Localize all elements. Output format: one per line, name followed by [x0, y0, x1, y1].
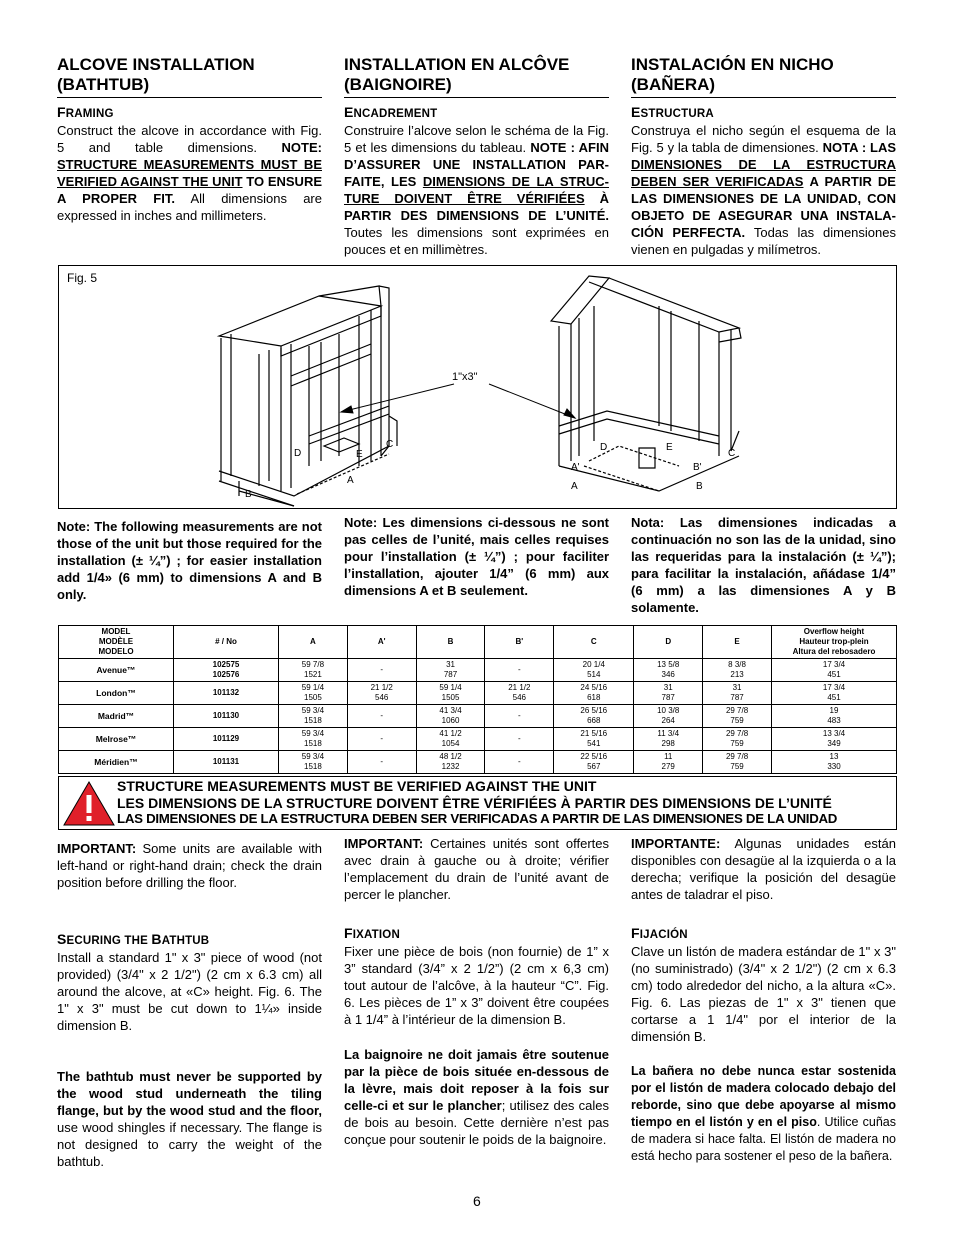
cell-value: 279 — [661, 762, 675, 771]
title-en: ALCOVE INSTALLATION (BATHTUB) — [57, 55, 322, 98]
cell-value: 21 1/2 — [370, 683, 393, 692]
warning-line-fr: LES DIMENSIONS DE LA STRUCTURE DOIVENT ÊTRE VÉRIFIÉES À PARTIR DES DIMENSIONS DE L’UNITÉ — [117, 794, 832, 811]
title-fr: INSTALLATION EN ALCÔVE (BAIGNOIRE) — [344, 55, 609, 98]
warning-box — [58, 776, 897, 830]
cell-value: 21 1/2 — [508, 683, 531, 692]
title-es: INSTALACIÓN EN NICHO (BAÑERA) — [631, 55, 896, 98]
dimension-cell-b2 — [485, 705, 554, 728]
cell-value: 102575 — [212, 660, 240, 669]
lower-fr — [344, 835, 609, 1148]
right-alcove-drawing — [551, 276, 741, 491]
cell-value: 1521 — [304, 670, 322, 679]
cell-value: 59 1/4 — [439, 683, 462, 692]
cell-value: 1518 — [304, 762, 322, 771]
cell-value: 1505 — [441, 693, 460, 702]
left-alcove-drawing — [219, 286, 397, 506]
support-text-fr: La baignoire ne doit jamais être soutenue par la pièce de bois située en-dessous de la lèvre, mais doit reposer à la fois sur celle-ci et sur le plancher; utilisez des cales de bois au besoin. Cette dernière n’est pas conçue pour soutenir le poids de la baignoire. — [344, 1047, 609, 1147]
framing-heading-en: FRAMING — [57, 104, 114, 120]
dimension-cell-e — [703, 682, 772, 705]
cell-value: 546 — [375, 693, 389, 702]
dimension-cell-d — [634, 682, 703, 705]
cell-value: 8 3/8 — [728, 660, 746, 669]
col-model: MODEL MODÈLE MODELO — [59, 626, 174, 659]
dimension-cell-b — [416, 728, 485, 751]
dimension-cell-b2 — [485, 659, 554, 682]
warning-line-es: LAS DIMENSIONES DE LA ESTRUCTURA DEBEN SER VERIFICADAS A PARTIR DE LAS DIMENSIONES DE LA UNIDAD — [117, 811, 838, 826]
left-label-e: E — [356, 449, 363, 460]
cell-value: 41 1/2 — [439, 729, 462, 738]
cell-value: 29 7/8 — [725, 706, 749, 715]
cell-value: - — [380, 757, 384, 766]
dimension-cell-d — [634, 728, 703, 751]
col-b: B — [416, 626, 485, 659]
cell-value: 298 — [661, 739, 675, 748]
cell-value: 1518 — [304, 716, 322, 725]
dimension-cell-of — [772, 682, 897, 705]
cell-value: 213 — [730, 670, 744, 679]
warning-line-en: STRUCTURE MEASUREMENTS MUST BE VERIFIED AGAINST THE UNIT — [117, 778, 597, 794]
col-d: D — [634, 626, 703, 659]
dimension-cell-b2 — [485, 751, 554, 774]
cell-value: 330 — [827, 762, 841, 771]
cell-value: 20 1/4 — [582, 660, 605, 669]
cell-value: 11 — [664, 752, 673, 761]
dimension-cell-d — [634, 705, 703, 728]
dimension-cell-no — [174, 682, 279, 705]
securing-heading-en: SECURING THE BATHTUB — [57, 931, 210, 947]
note-fr: Note: Les dimensions ci-dessous ne sont pas celles de l’unité, mais celles requises pour l’installation (± ¼”) ; pour faciliter l’installation, ajouter 1/4” (6 mm) aux dimensions A et B seulement. — [344, 515, 609, 598]
dimension-cell-a — [279, 705, 348, 728]
cell-value: 264 — [661, 716, 675, 725]
cell-value: 29 7/8 — [725, 752, 749, 761]
cell-value: 22 5/16 — [580, 752, 608, 761]
cell-value: 451 — [827, 670, 841, 679]
cell-value: 514 — [587, 670, 601, 679]
model-name-cell: Melrose™ — [59, 728, 174, 751]
dimension-cell-a — [279, 682, 348, 705]
securing-text-en: Install a standard 1" x 3" piece of wood (not provided) (3/4" x 2 1/2") (2 cm x 6.3 cm) all around the alcove, at «C» height. Fig. 6. The 1" x 3" must be cut down to 1¼» inside dimension B. — [57, 950, 322, 1033]
cell-value: 17 3/4 — [822, 660, 846, 669]
warning-icon — [61, 778, 117, 828]
dimension-cell-a2 — [347, 751, 416, 774]
cell-value: 759 — [730, 762, 744, 771]
lower-es — [631, 835, 896, 1165]
framing-text-fr: Construire l’alcove selon le schéma de la Fig. 5 et les dimensions du tableau. NOTE : AFIN D’ASSURER UNE INSTALLATION PAR-FAITE, LES DIMENSIONS DE LA STRUC-TURE DOIVENT ÊTRE VÉRIFIÉES À PARTIR DES DIMENSIONS DE L’UNITÉ. Toutes les dimensions sont exprimées en pouces et en millimètres. — [344, 123, 609, 257]
securing-text-es: Clave un listón de madera estándar de 1" x 3" (no suministrado) (3/4" x 2 1/2") (2 cm x 6.3 cm) todo alrededor del nicho, a la altura «C». Fig. 6. Las piezas de 1" x 3" tienen que cortarse a 1 1/4" por el interior de la dimensión B. — [631, 944, 896, 1044]
dimension-cell-b2 — [485, 682, 554, 705]
right-label-b: B — [696, 481, 703, 492]
cell-value: 668 — [587, 716, 601, 725]
col-overflow: Overflow height Hauteur trop-plein Altura del rebosadero — [772, 626, 897, 659]
dimension-cell-e — [703, 728, 772, 751]
cell-value: 346 — [661, 670, 675, 679]
note-en-container — [57, 518, 322, 603]
cell-value: 24 5/16 — [580, 683, 608, 692]
cell-value: 13 3/4 — [822, 729, 846, 738]
dimension-cell-e — [703, 659, 772, 682]
note-en: Note: The following measurements are not those of the unit but those required for the installation (± ¼”) ; for easier installation add 1/4» (6 mm) to dimensions A and B only. — [57, 519, 322, 602]
cell-value: 102576 — [212, 670, 240, 679]
dimension-cell-d — [634, 751, 703, 774]
dimension-cell-no — [174, 728, 279, 751]
cell-value: 618 — [587, 693, 601, 702]
dimension-cell-e — [703, 751, 772, 774]
important-es: IMPORTANTE: Algunas unidades están disponibles con desagüe al la izquierda o a la derecha; verifique la posición del desagüe antes de taladrar el piso. — [631, 836, 896, 902]
cell-value: 21 5/16 — [580, 729, 608, 738]
framing-heading-fr: ENCADREMENT — [344, 104, 438, 120]
model-name-cell: Méridien™ — [59, 751, 174, 774]
cell-value: - — [380, 734, 384, 743]
support-text-en: The bathtub must never be supported by the wood stud underneath the tiling flange, but by the wood stud and the floor, use wood shingles if necessary. The flange is not designed to carry the weight of the bathtub. — [57, 1069, 322, 1169]
cell-value: 59 3/4 — [301, 729, 325, 738]
dimension-cell-of — [772, 705, 897, 728]
col-c: C — [554, 626, 634, 659]
right-label-b2: B' — [693, 462, 702, 473]
cell-value: - — [380, 711, 384, 720]
cell-value: 546 — [512, 693, 527, 702]
cell-value: 541 — [587, 739, 601, 748]
dimension-cell-b — [416, 659, 485, 682]
cell-value: 759 — [730, 716, 744, 725]
cell-value: 59 3/4 — [301, 706, 325, 715]
framing-text-es: Construya el nicho según el esquema de la Fig. 5 y la tabla de dimensiones. NOTA : LAS DIMENSIONES DE LA ESTRUCTURA DEBEN SER VERIFICADAS A PARTIR DE LAS DIMENSIONES DE LA UNIDAD, CON OBJETO DE ASEGURAR UNA INSTALA-CIÓN PERFECTA. Todas las dimensiones vienen en pulgadas y milímetros. — [631, 123, 897, 257]
dimension-cell-d — [634, 659, 703, 682]
cell-value: 1232 — [441, 762, 460, 771]
cell-value: 31 — [732, 683, 742, 692]
left-label-b: B — [245, 489, 252, 500]
dimension-cell-a2 — [347, 682, 416, 705]
dimension-cell-a — [279, 728, 348, 751]
right-label-a2: A' — [571, 462, 580, 473]
framing-text-en: Construct the alcove in accordance with Fig. 5 and table dimensions. NOTE: STRUCTURE MEASUREMENTS MUST BE VERIFIED AGAINST THE UNIT TO ENSURE A PROPER FIT. All dimensions are expressed in inches and millimeters. — [57, 123, 322, 223]
cell-value: 787 — [443, 670, 458, 679]
cell-value: 48 1/2 — [439, 752, 462, 761]
framing-heading-es: ESTRUCTURA — [631, 104, 714, 120]
dimension-cell-no — [174, 659, 279, 682]
left-label-a: A — [347, 475, 354, 486]
cell-value: 13 5/8 — [657, 660, 680, 669]
model-name-cell: Avenue™ — [59, 659, 174, 682]
cell-value: 759 — [730, 739, 744, 748]
col-a: A — [279, 626, 348, 659]
cell-value: 31 — [446, 660, 455, 669]
cell-value: 451 — [827, 693, 841, 702]
right-label-e: E — [666, 442, 673, 453]
right-label-c: C — [728, 448, 736, 459]
cell-value: - — [380, 665, 384, 674]
dimension-cell-a2 — [347, 705, 416, 728]
dimension-cell-b — [416, 682, 485, 705]
col-b-prime: B' — [485, 626, 554, 659]
dimension-cell-no — [174, 705, 279, 728]
cell-value: 31 — [663, 683, 673, 692]
cell-value: 29 7/8 — [725, 729, 749, 738]
important-en: IMPORTANT: Some units are available with left-hand or right-hand drain; check the drain position before drilling the floor. — [57, 841, 322, 890]
cell-value: 101131 — [212, 757, 240, 766]
left-label-d: D — [294, 448, 302, 459]
dimension-cell-b — [416, 751, 485, 774]
securing-heading-es: FIJACIÓN — [631, 925, 688, 941]
column-spanish — [631, 55, 896, 258]
support-text-es: La bañera no debe nunca estar sostenida por el listón de madera colocado debajo del reborde, sino que debe apoyarse al mismo tiempo en el listón y en el piso. Utilice cuñas de madera si hace falta. El listón de madera no está hecho para sostener el peso de la bañera. — [631, 1064, 896, 1163]
framing-diagram — [59, 266, 895, 507]
cell-value: 19 — [829, 706, 839, 715]
model-name-cell: London™ — [59, 682, 174, 705]
cell-value: - — [518, 734, 521, 743]
col-e: E — [703, 626, 772, 659]
cell-value: - — [518, 665, 521, 674]
dimension-cell-c — [554, 705, 634, 728]
left-label-c: C — [386, 439, 394, 450]
dimension-cell-of — [772, 659, 897, 682]
cell-value: 10 3/8 — [657, 706, 680, 715]
page-number: 6 — [473, 1193, 481, 1209]
right-label-a: A — [571, 481, 578, 492]
dimension-cell-no — [174, 751, 279, 774]
dimensions-table — [58, 625, 897, 774]
table-row — [59, 682, 897, 705]
note-fr-container — [344, 514, 609, 599]
wood-callout: 1"x3" — [452, 371, 478, 383]
dimension-cell-of — [772, 728, 897, 751]
dimension-cell-a — [279, 751, 348, 774]
right-dimension-labels — [571, 442, 735, 492]
table-row — [59, 728, 897, 751]
cell-value: 26 5/16 — [580, 706, 608, 715]
col-number: # / No — [174, 626, 279, 659]
cell-value: 483 — [827, 716, 841, 725]
cell-value: 1054 — [441, 739, 460, 748]
cell-value: 13 — [829, 752, 839, 761]
callout-arrows — [341, 384, 575, 418]
dimension-cell-of — [772, 751, 897, 774]
cell-value: 59 3/4 — [301, 752, 325, 761]
dimension-cell-a2 — [347, 728, 416, 751]
column-english — [57, 55, 322, 224]
cell-value: 101129 — [212, 734, 240, 743]
right-label-d: D — [600, 442, 608, 453]
col-a-prime: A' — [347, 626, 416, 659]
warning-text — [117, 778, 837, 828]
cell-value: 1518 — [304, 739, 322, 748]
dimension-cell-b — [416, 705, 485, 728]
dimension-cell-b2 — [485, 728, 554, 751]
cell-value: - — [518, 711, 521, 720]
cell-value: 11 3/4 — [657, 729, 680, 738]
cell-value: 787 — [730, 693, 744, 702]
model-name-cell: Madrid™ — [59, 705, 174, 728]
dimension-cell-c — [554, 682, 634, 705]
dimension-cell-e — [703, 705, 772, 728]
cell-value: 349 — [827, 739, 841, 748]
note-es: Nota: Las dimensiones indicadas a continuación no son las de la unidad, sino las requeridas para la instalación (± ¼”); para facilitar la instalación, añádase 1/4” (6 mm) a las dimensiones A y B solamente. — [631, 515, 896, 615]
table-row — [59, 705, 897, 728]
cell-value: 59 7/8 — [301, 660, 325, 669]
column-french — [344, 55, 609, 258]
lower-en — [57, 840, 322, 1170]
cell-value: 101132 — [212, 688, 240, 697]
cell-value: 59 1/4 — [301, 683, 325, 692]
table-row — [59, 659, 897, 682]
cell-value: 1060 — [441, 716, 460, 725]
cell-value: - — [518, 757, 521, 766]
figure-5 — [58, 265, 897, 509]
cell-value: 101130 — [212, 711, 240, 720]
cell-value: 567 — [587, 762, 601, 771]
important-fr: IMPORTANT: Certaines unités sont offertes avec drain à gauche ou à droite; vérifier l’emplacement du drain de l’unité avant de percer le plancher. — [344, 836, 609, 902]
dimension-cell-a2 — [347, 659, 416, 682]
dimension-cell-c — [554, 728, 634, 751]
cell-value: 17 3/4 — [822, 683, 846, 692]
cell-value: 41 3/4 — [439, 706, 462, 715]
figure-label: Fig. 5 — [67, 271, 98, 285]
securing-text-fr: Fixer une pièce de bois (non fournie) de 1” x 3” standard (3/4” x 2 1/2”) (2 cm x 6,3 cm) tout autour de l’alcôve, à la hauteur “C”. Fig. 6. Les pièces de 1” x 3” doivent être coupées à 1 1/4” à l’intérieur de la dimension B. — [344, 944, 609, 1027]
dimension-cell-a — [279, 659, 348, 682]
cell-value: 787 — [661, 693, 675, 702]
cell-value: 1505 — [304, 693, 322, 702]
table-row — [59, 751, 897, 774]
table-header-row — [59, 626, 897, 659]
note-es-container — [631, 514, 896, 616]
dimension-cell-c — [554, 751, 634, 774]
securing-heading-fr: FIXATION — [344, 925, 400, 941]
dimension-cell-c — [554, 659, 634, 682]
